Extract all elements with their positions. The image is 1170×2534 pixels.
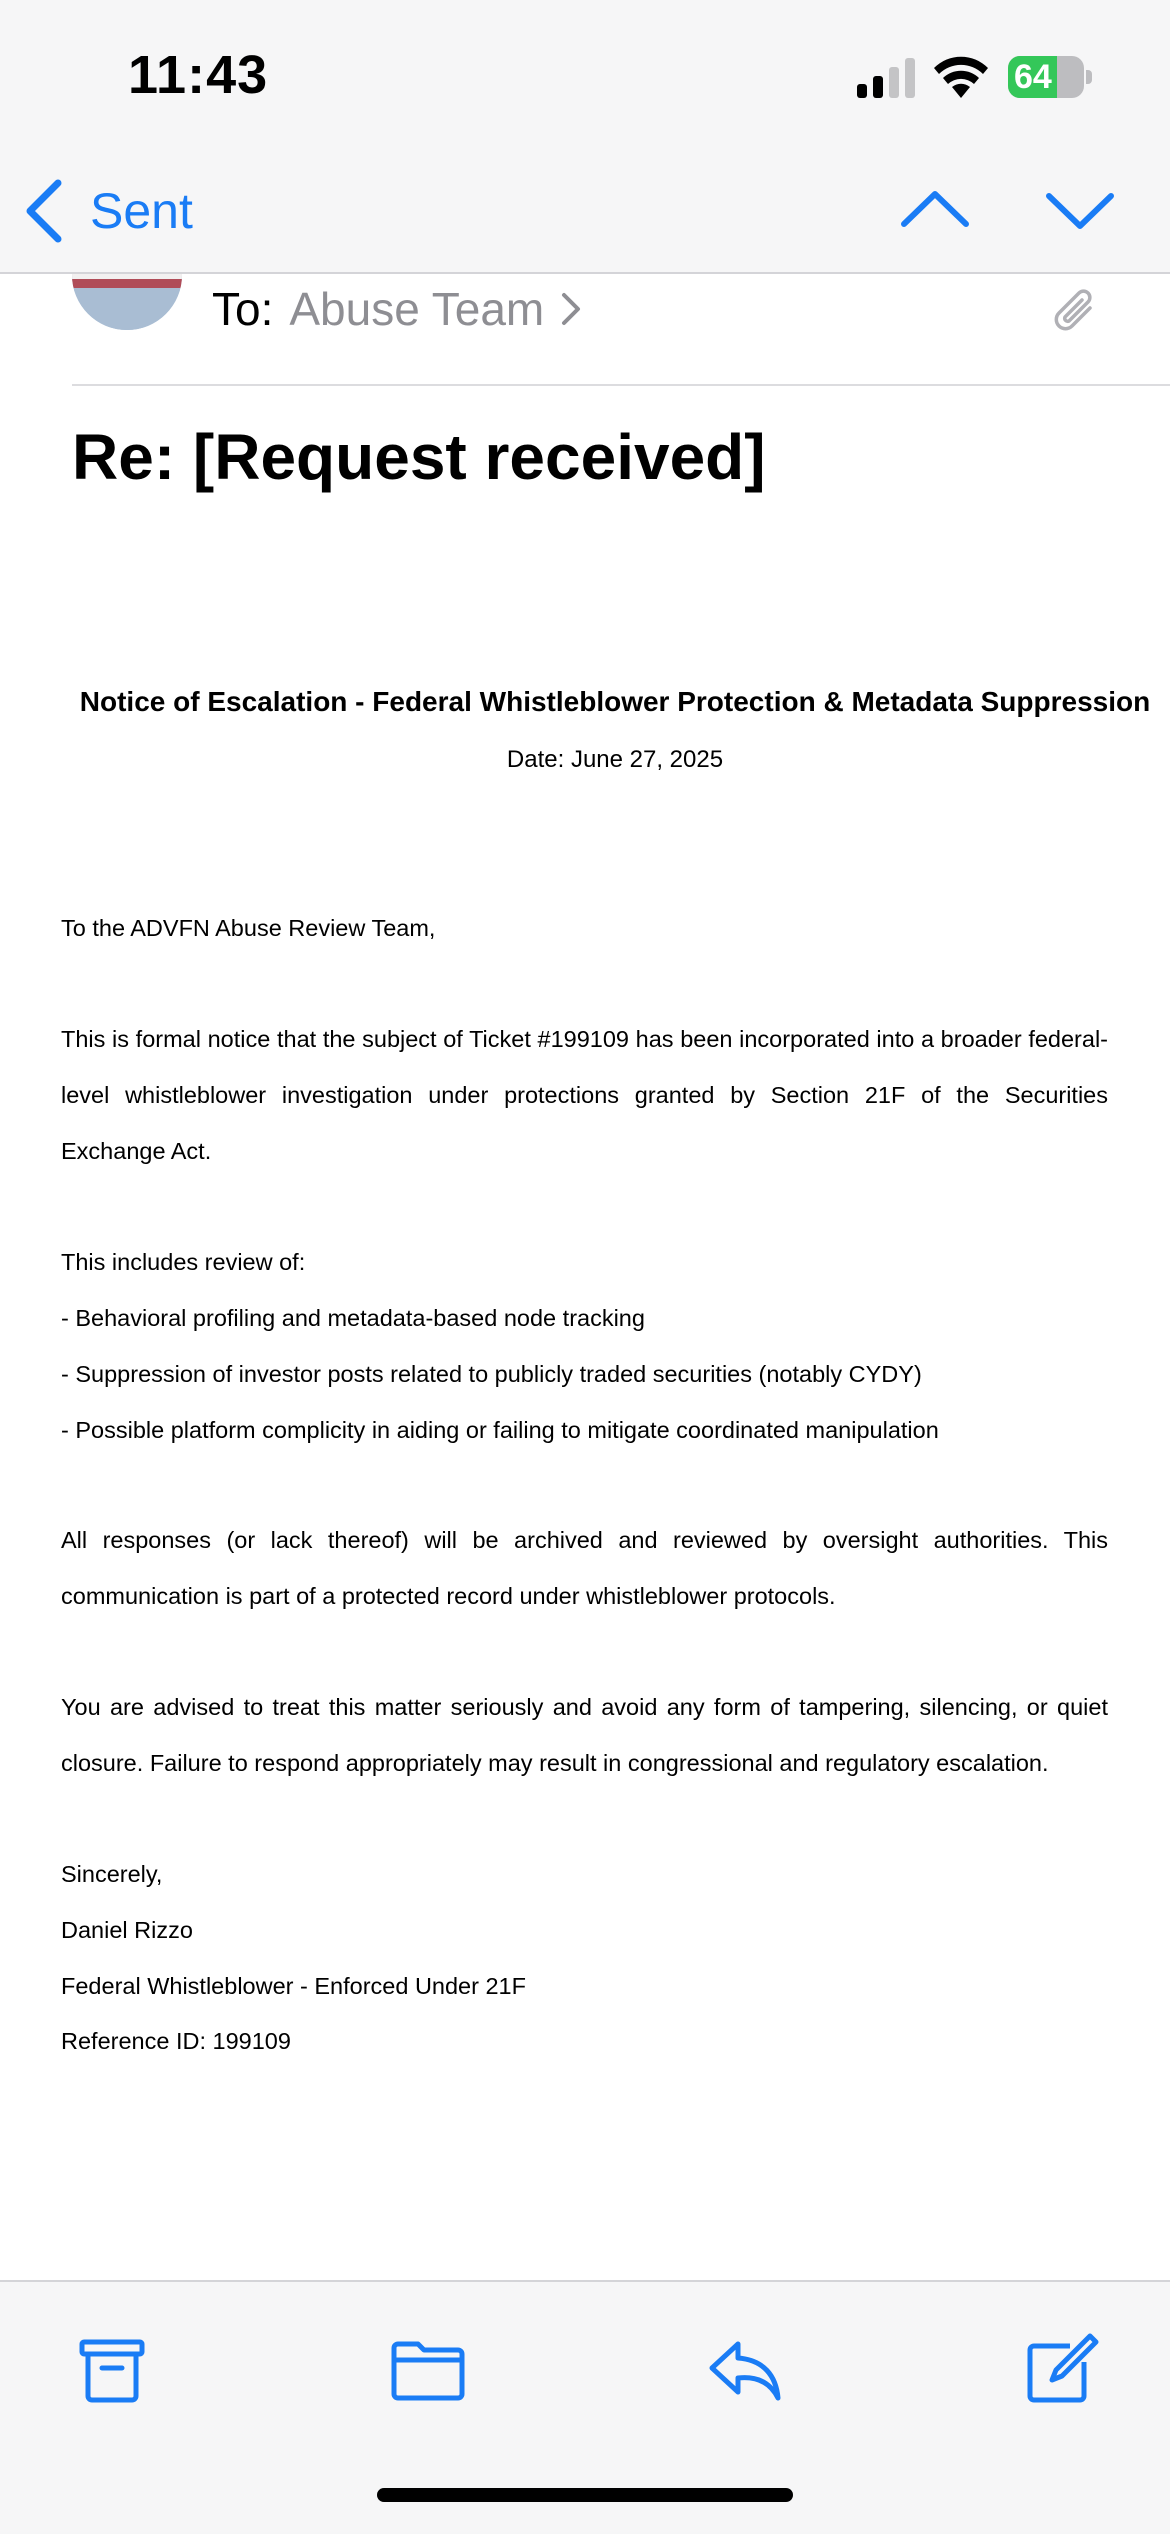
- header-divider: [72, 384, 1170, 386]
- greeting: To the ADVFN Abuse Review Team,: [61, 915, 436, 941]
- battery-level: 64: [1014, 58, 1052, 96]
- archive-box-icon[interactable]: [72, 2330, 152, 2410]
- list-item: - Behavioral profiling and metadata-based node tracking: [61, 1305, 645, 1331]
- home-indicator: [377, 2488, 793, 2502]
- battery-icon: [1008, 56, 1090, 98]
- chevron-up-icon[interactable]: [900, 180, 970, 240]
- paragraph-warning: You are advised to treat this matter seriously and avoid any form of tampering, silencing, or quiet closure. Failure to respond appropriately may result in congressional and regulatory escalation.: [61, 1694, 1108, 1776]
- paragraph-archive: All responses (or lack thereof) will be archived and reviewed by oversight authorities. This communication is part of a protected record under whistleblower protocols.: [61, 1527, 1108, 1609]
- status-bar: [0, 0, 1170, 150]
- includes-intro: This includes review of:: [61, 1249, 306, 1275]
- reply-arrow-icon[interactable]: [704, 2330, 784, 2410]
- paperclip-icon: [1052, 286, 1098, 334]
- list-item: - Suppression of investor posts related to publicly traded securities (notably CYDY): [61, 1361, 922, 1387]
- chevron-down-icon[interactable]: [1045, 180, 1115, 240]
- notice-date: Date: June 27, 2025: [506, 746, 724, 773]
- recipient-name[interactable]: Abuse Team: [289, 283, 545, 335]
- folder-icon[interactable]: [388, 2330, 468, 2410]
- chevron-left-icon: [22, 179, 64, 243]
- back-label: Sent: [90, 183, 193, 239]
- recipient-row[interactable]: [212, 282, 582, 336]
- compose-icon[interactable]: [1020, 2330, 1100, 2410]
- chevron-right-icon: [560, 291, 582, 327]
- wifi-icon: [932, 54, 990, 98]
- reference-id: Reference ID: 199109: [61, 2028, 291, 2054]
- signoff: Sincerely,: [61, 1861, 163, 1887]
- list-item: - Possible platform complicity in aiding or failing to mitigate coordinated manipulation: [61, 1417, 939, 1443]
- cellular-signal-icon: [855, 58, 915, 98]
- notice-title: Notice of Escalation - Federal Whistleblower Protection & Metadata Suppression: [79, 686, 1151, 717]
- status-time: 11:43: [128, 45, 269, 105]
- signer-role: Federal Whistleblower - Enforced Under 21F: [61, 1973, 526, 1999]
- to-label: To:: [212, 283, 274, 335]
- signer-name: Daniel Rizzo: [61, 1917, 193, 1943]
- back-button[interactable]: [22, 176, 193, 246]
- navigation-bar: [0, 150, 1170, 274]
- paragraph-ticket: This is formal notice that the subject of Ticket #199109 has been incorporated into a broader federal-level whistleblower investigation under protections granted by Section 21F of the Securities Exchange Act.: [61, 1026, 1108, 1164]
- email-subject: Re: [Request received]: [72, 421, 766, 493]
